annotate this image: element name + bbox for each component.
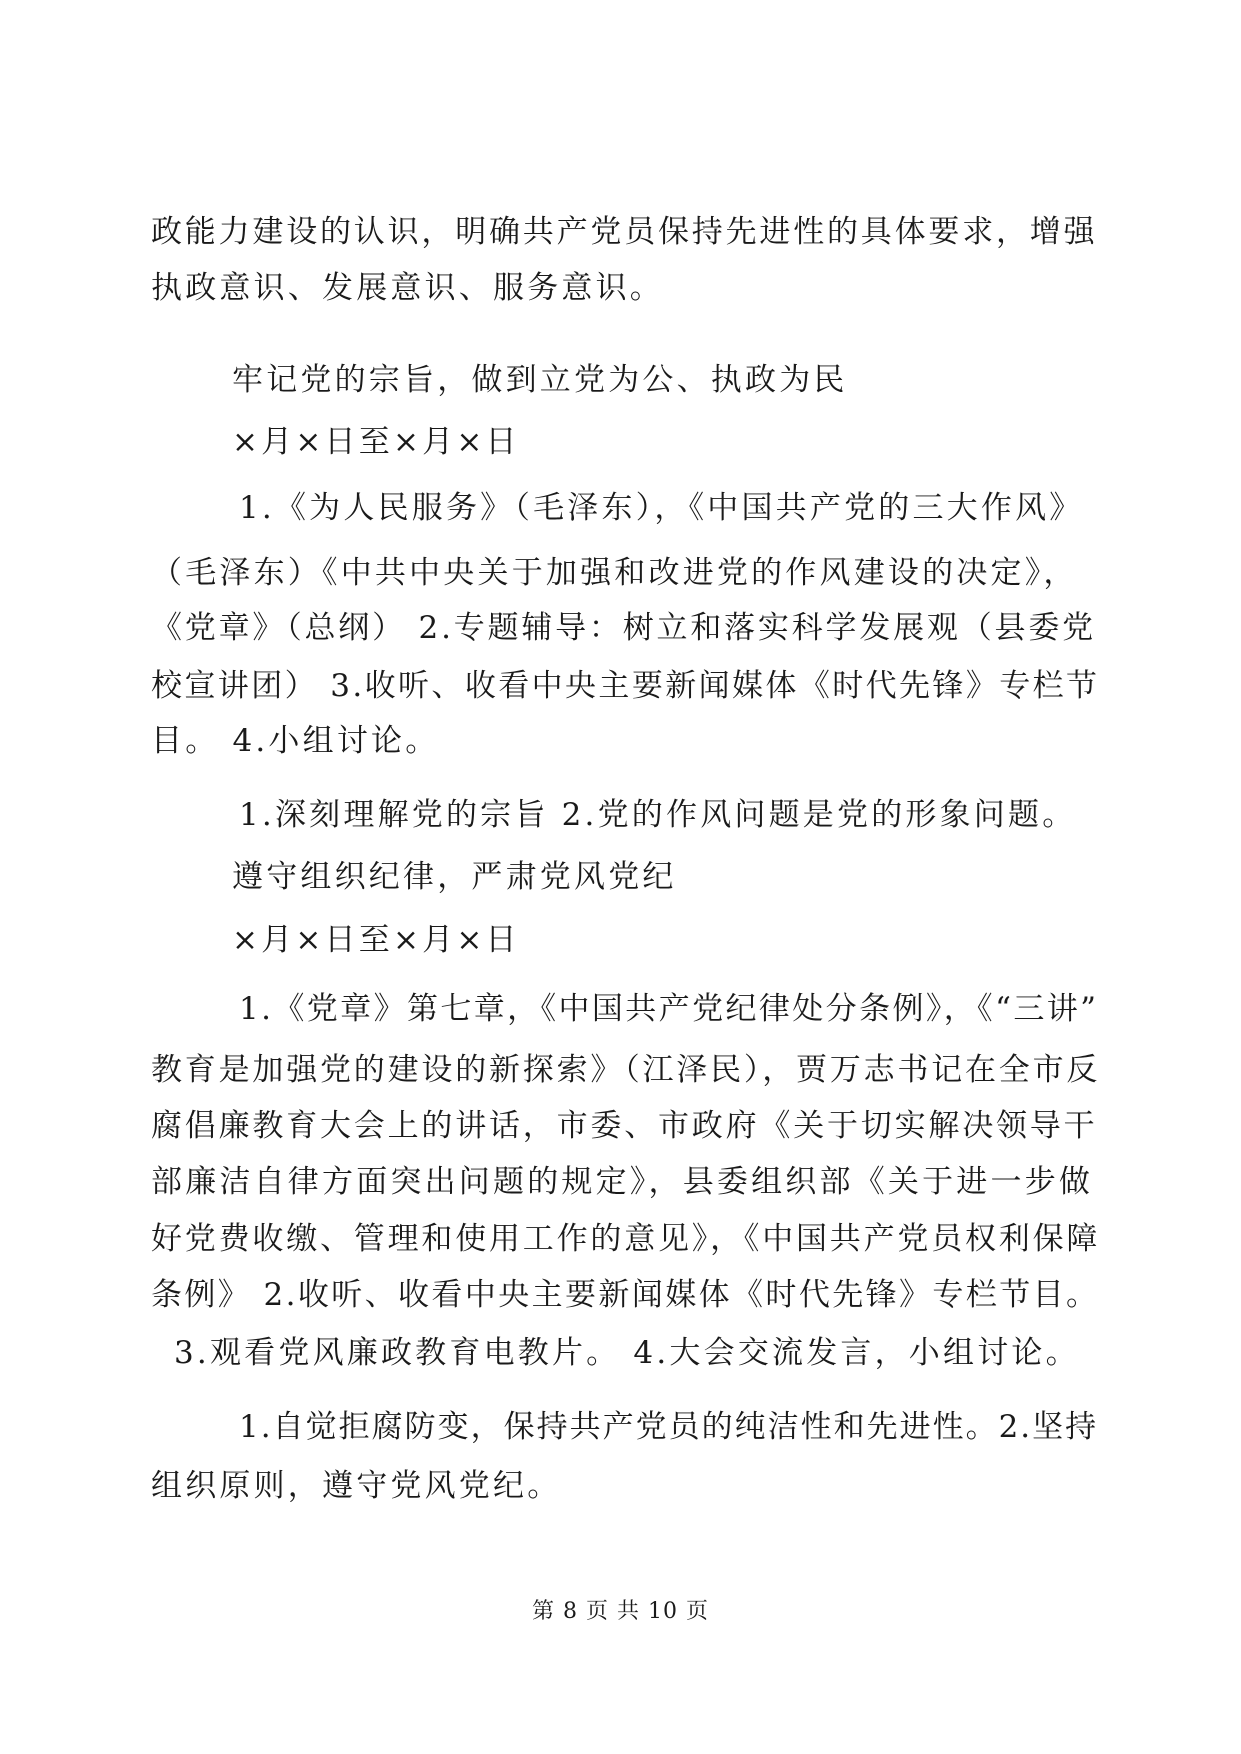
date-range: ×月×日至×月×日 [232, 922, 520, 958]
paragraph-line: 条例》 2.收听、收看中央主要新闻媒体《时代先锋》专栏节目。 [151, 1277, 1100, 1313]
paragraph-line: 《党章》（总纲） 2.专题辅导：树立和落实科学发展观（县委党 [151, 610, 1096, 646]
paragraph-line: 执政意识、发展意识、服务意识。 [151, 270, 664, 306]
page-footer: 第 8 页 共 10 页 [532, 1599, 709, 1624]
paragraph-line: 1.深刻理解党的宗旨 2.党的作风问题是党的形象问题。 [239, 797, 1077, 833]
paragraph-line: 好党费收缴、管理和使用工作的意见》，《中国共产党员权利保障 [151, 1221, 1101, 1257]
paragraph-line: 目。 4.小组讨论。 [151, 723, 440, 759]
paragraph-line: 1.自觉拒腐防变，保持共产党员的纯洁性和先进性。2.坚持 [239, 1409, 1099, 1445]
paragraph-line: 组织原则，遵守党风党纪。 [151, 1468, 562, 1504]
paragraph-line: 政能力建设的认识，明确共产党员保持先进性的具体要求，增强 [151, 214, 1098, 250]
paragraph-line: 教育是加强党的建设的新探索》（江泽民），贾万志书记在全市反 [151, 1052, 1101, 1088]
paragraph-line: 校宣讲团） 3.收听、收看中央主要新闻媒体《时代先锋》专栏节 [151, 668, 1100, 704]
paragraph-line: 1.《为人民服务》（毛泽东），《中国共产党的三大作风》 [239, 490, 1084, 526]
paragraph-line: 腐倡廉教育大会上的讲话，市委、市政府《关于切实解决领导干 [151, 1108, 1098, 1144]
paragraph-line: 3.观看党风廉政教育电教片。 4.大会交流发言，小组讨论。 [174, 1335, 1080, 1371]
section-heading: 牢记党的宗旨，做到立党为公、执政为民 [232, 362, 848, 398]
section-heading: 遵守组织纪律，严肃党风党纪 [232, 859, 677, 895]
paragraph-line: （毛泽东）《中共中央关于加强和改进党的作风建设的决定》， [151, 555, 1078, 591]
date-range: ×月×日至×月×日 [232, 424, 520, 460]
paragraph-line: 部廉洁自律方面突出问题的规定》，县委组织部《关于进一步做 [151, 1164, 1094, 1200]
paragraph-line: 1.《党章》第七章，《中国共产党纪律处分条例》，《“三讲” [239, 991, 1099, 1027]
